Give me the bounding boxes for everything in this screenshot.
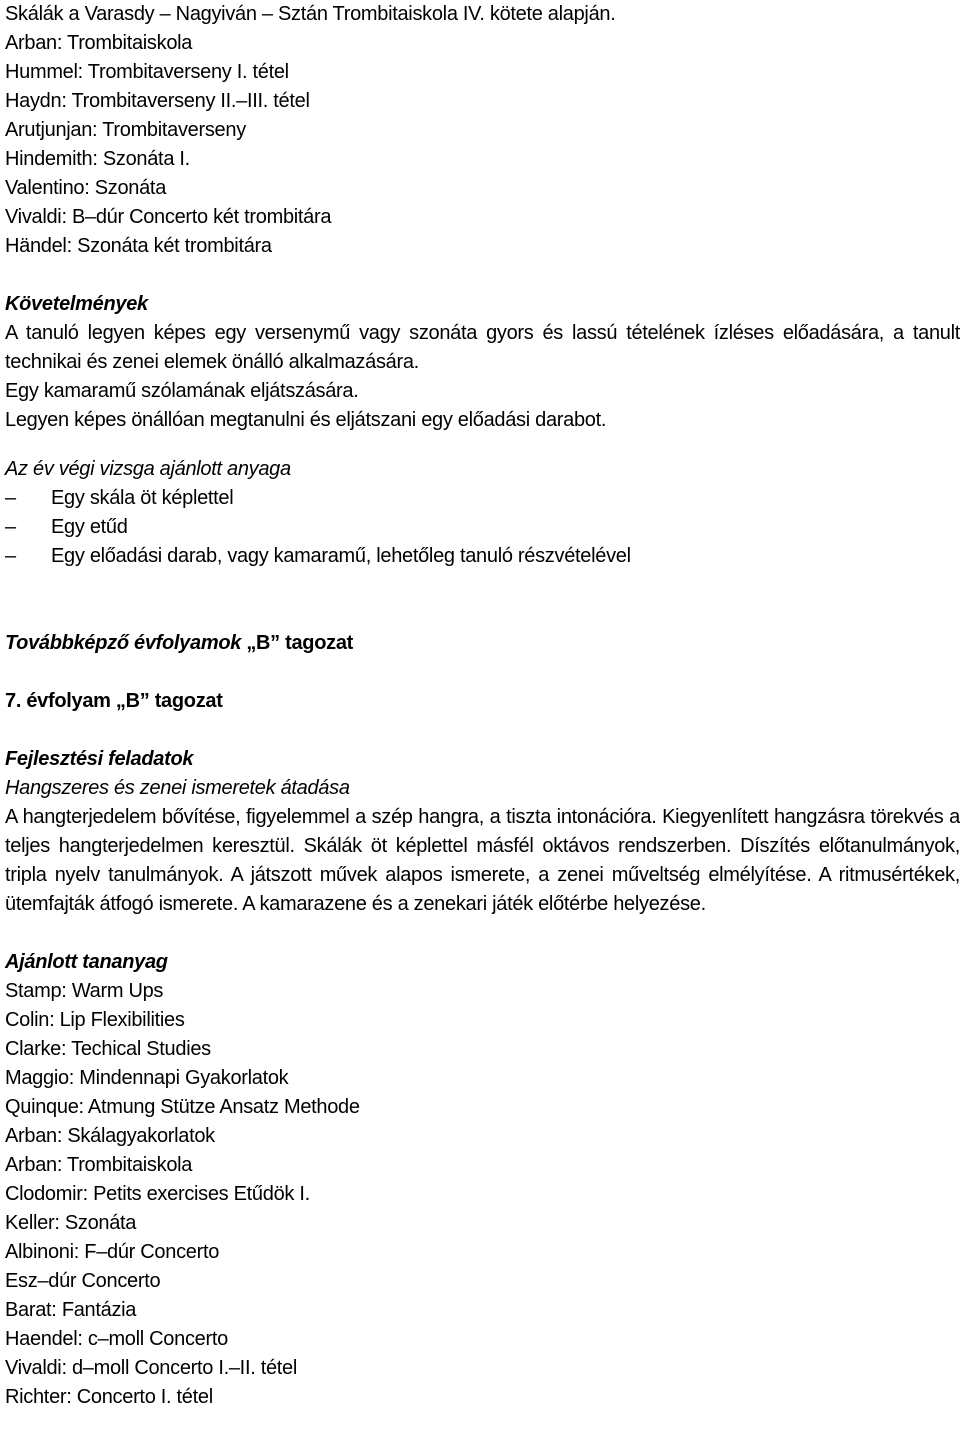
recommended-item: Barat: Fantázia [5, 1299, 137, 1321]
development-subheading: Hangszeres és zenei ismeretek átadása [5, 777, 350, 799]
dash-bullet: – [5, 516, 16, 538]
recommended-item: Maggio: Mindennapi Gyakorlatok [5, 1067, 289, 1089]
list-item: Skálák a Varasdy – Nagyiván – Sztán Trombitaiskola IV. kötete alapján. [5, 3, 616, 25]
section-heading-development: Fejlesztési feladatok [5, 748, 194, 770]
requirements-line: Egy kamaramű szólamának eljátszására. [5, 380, 359, 402]
section-heading-exam: Az év végi vizsga ajánlott anyaga [5, 458, 291, 480]
recommended-item: Esz–dúr Concerto [5, 1270, 161, 1292]
recommended-item: Richter: Concerto I. tétel [5, 1386, 213, 1408]
dash-bullet: – [5, 487, 16, 509]
exam-item-text: Egy előadási darab, vagy kamaramű, lehetőleg tanuló részvételével [51, 545, 631, 567]
exam-item [5, 542, 960, 571]
exam-section [5, 455, 960, 571]
list-item: Hindemith: Szonáta I. [5, 148, 190, 170]
recommended-item: Clarke: Techical Studies [5, 1038, 211, 1060]
development-paragraph: A hangterjedelem bővítése, figyelemmel a szép hangra, a tiszta intonációra. Kiegyenlített hangzásra törekvés a teljes hangterjedelmen keresztül. Skálák öt képlettel másfél oktávos rendszerben. Díszítés előtanulmányok, tripla nyelv tanulmányok. A játszott művek alapos ismerete, a zenei műveltség elmélyítése. A ritmusértékek, ütemfajták átfogó ismerete. A kamarazene és a zenekari játék előtérbe helyezése. [5, 806, 960, 915]
recommended-item: Albinoni: F–dúr Concerto [5, 1241, 220, 1263]
list-item: Hummel: Trombitaverseny I. tétel [5, 61, 289, 83]
advanced-title-italic: Továbbképző évfolyamok [5, 632, 242, 654]
document-page [5, 0, 960, 1412]
list-item: Vivaldi: B–dúr Concerto két trombitára [5, 206, 332, 228]
exam-item-text: Egy skála öt képlettel [51, 487, 234, 509]
list-item: Arutjunjan: Trombitaverseny [5, 119, 246, 141]
recommended-item: Arban: Skálagyakorlatok [5, 1125, 215, 1147]
repertoire-list [5, 0, 960, 261]
advanced-section-title [5, 629, 960, 658]
list-item: Valentino: Szonáta [5, 177, 167, 199]
list-item: Haydn: Trombitaverseny II.–III. tétel [5, 90, 310, 112]
requirements-paragraph: A tanuló legyen képes egy versenymű vagy szonáta gyors és lassú tételének ízléses előadására, a tanult technikai és zenei elemek önálló alkalmazására. [5, 322, 960, 373]
requirements-line: Legyen képes önállóan megtanulni és eljátszani egy előadási darabot. [5, 409, 607, 431]
exam-item-text: Egy etűd [51, 516, 128, 538]
list-item: Arban: Trombitaiskola [5, 32, 193, 54]
requirements-section [5, 290, 960, 435]
recommended-section [5, 948, 960, 1412]
section-heading-requirements: Követelmények [5, 293, 148, 315]
development-section [5, 745, 960, 919]
recommended-item: Arban: Trombitaiskola [5, 1154, 193, 1176]
recommended-item: Clodomir: Petits exercises Etűdök I. [5, 1183, 310, 1205]
exam-item [5, 484, 960, 513]
recommended-item: Vivaldi: d–moll Concerto I.–II. tétel [5, 1357, 298, 1379]
list-item: Händel: Szonáta két trombitára [5, 235, 272, 257]
grade-title: 7. évfolyam „B” tagozat [5, 690, 223, 712]
recommended-item: Quinque: Atmung Stütze Ansatz Methode [5, 1096, 360, 1118]
recommended-item: Haendel: c–moll Concerto [5, 1328, 228, 1350]
section-heading-recommended: Ajánlott tananyag [5, 951, 168, 973]
recommended-item: Colin: Lip Flexibilities [5, 1009, 185, 1031]
dash-bullet: – [5, 545, 16, 567]
exam-item [5, 513, 960, 542]
recommended-item: Stamp: Warm Ups [5, 980, 164, 1002]
recommended-item: Keller: Szonáta [5, 1212, 137, 1234]
advanced-title-rest: „B” tagozat [241, 632, 354, 654]
